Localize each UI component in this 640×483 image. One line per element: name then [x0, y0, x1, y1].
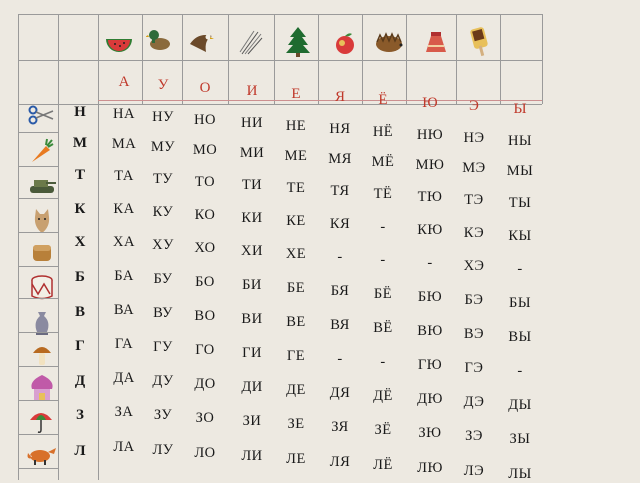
- grid-line-horizontal: [18, 468, 58, 469]
- cat-icon: [30, 207, 54, 235]
- syllable-cell: НЁ: [372, 124, 394, 140]
- grid-line-horizontal: [18, 366, 58, 367]
- vowel-header: А: [118, 74, 130, 90]
- syllable-cell: ВЮ: [417, 323, 443, 339]
- syllable-cell: КА: [113, 201, 135, 217]
- syllable-cell: ДЕ: [286, 382, 306, 398]
- syllable-cell: ЛЕ: [286, 451, 306, 467]
- syllable-cell: МЫ: [506, 163, 534, 179]
- syllable-cell: ГЭ: [464, 360, 484, 376]
- syllable-cell: ВЯ: [330, 317, 350, 333]
- syllable-cell: ЗЭ: [465, 428, 483, 444]
- consonant-header: Д: [74, 372, 86, 389]
- syllable-cell: КУ: [152, 204, 174, 220]
- syllable-cell: НЯ: [329, 121, 351, 137]
- carrot-icon: [28, 138, 54, 164]
- syllable-cell: ЛИ: [241, 448, 263, 464]
- syllable-cell: ЗЕ: [287, 416, 305, 432]
- syllable-cell: ТО: [194, 174, 216, 190]
- syllable-cell: ХЭ: [463, 258, 485, 274]
- syllable-cell: ЗЮ: [418, 425, 442, 441]
- grid-line-vertical: [542, 14, 543, 104]
- grid-line-horizontal: [18, 132, 58, 133]
- grid-line-horizontal: [18, 298, 58, 299]
- syllable-cell: МЯ: [328, 151, 352, 167]
- grid-line-horizontal: [18, 400, 58, 401]
- vowel-header: О: [199, 80, 211, 96]
- syllable-empty: -: [517, 363, 523, 379]
- syllable-cell: ЛЁ: [373, 457, 393, 473]
- syllable-cell: НЕ: [285, 118, 307, 134]
- syllable-cell: КЕ: [286, 213, 306, 229]
- grid-line-vertical: [318, 14, 319, 104]
- syllable-cell: ХИ: [241, 243, 263, 259]
- syllable-cell: ТУ: [152, 171, 174, 187]
- syllable-cell: БЫ: [509, 295, 531, 311]
- syllable-cell: ЗА: [114, 404, 134, 420]
- syllable-empty: -: [427, 255, 433, 271]
- syllable-cell: ТЭ: [464, 192, 484, 208]
- syllable-cell: НИ: [241, 115, 263, 131]
- grid-line-vertical: [500, 14, 501, 104]
- grid-line-horizontal: [18, 198, 58, 199]
- syllable-cell: БЮ: [417, 289, 443, 305]
- hedgehog-icon: [374, 32, 404, 54]
- scissors-icon: [28, 104, 54, 126]
- syllable-cell: ЛЯ: [329, 454, 351, 470]
- vowel-header: Ю: [422, 95, 438, 111]
- syllable-cell: БЯ: [330, 283, 350, 299]
- syllable-empty: -: [380, 252, 386, 268]
- syllable-cell: ТА: [114, 168, 134, 184]
- syllable-cell: ЛЫ: [508, 466, 532, 482]
- syllable-cell: ВА: [113, 302, 135, 318]
- mushroom-icon: [31, 343, 53, 367]
- syllable-cell: ГА: [114, 336, 134, 352]
- vowel-header: Э: [469, 98, 479, 114]
- fox-icon: [24, 440, 58, 466]
- vowel-header: У: [157, 77, 169, 93]
- syllable-empty: -: [380, 219, 386, 235]
- syllable-cell: МЭ: [462, 160, 486, 176]
- grid-line-vertical: [362, 14, 363, 104]
- syllable-cell: ВИ: [241, 311, 263, 327]
- grid-line-vertical: [406, 14, 407, 104]
- syllable-cell: ГЮ: [417, 357, 443, 373]
- syllable-cell: ЗО: [195, 410, 215, 426]
- syllable-cell: КЮ: [417, 222, 443, 238]
- syllable-cell: ДУ: [152, 373, 174, 389]
- consonant-header: В: [74, 303, 86, 320]
- syllable-cell: ЗУ: [153, 407, 173, 423]
- grid-line-vertical: [18, 14, 19, 480]
- syllable-cell: ЛА: [113, 439, 135, 455]
- grid-line-vertical: [182, 14, 183, 104]
- syllable-cell: ДЮ: [417, 391, 443, 407]
- syllable-cell: КЫ: [508, 228, 532, 244]
- consonant-header: Х: [74, 234, 86, 251]
- syllable-cell: ХА: [113, 234, 135, 250]
- syllable-cell: ХУ: [152, 237, 174, 253]
- needles-icon: [238, 30, 264, 56]
- duck-icon: [146, 26, 172, 52]
- syllable-cell: БО: [195, 274, 215, 290]
- syllable-cell: ТЁ: [373, 186, 393, 202]
- consonant-header: Л: [74, 443, 86, 459]
- syllable-cell: ВО: [194, 308, 216, 324]
- grid-line-horizontal: [18, 60, 542, 61]
- syllable-cell: НЭ: [463, 130, 485, 146]
- syllable-cell: МИ: [239, 145, 265, 161]
- grid-line-horizontal: [18, 332, 58, 333]
- syllable-cell: МА: [111, 136, 137, 152]
- syllable-cell: ГИ: [242, 345, 262, 361]
- syllable-cell: ЛЭ: [463, 463, 485, 479]
- grid-line-horizontal: [18, 104, 542, 105]
- syllable-cell: ТЫ: [508, 195, 532, 211]
- syllable-cell: ХО: [194, 240, 216, 256]
- syllable-cell: ТЮ: [417, 189, 443, 205]
- vowel-header: Е: [291, 86, 301, 102]
- syllable-cell: КО: [194, 207, 216, 223]
- syllable-cell: ЗИ: [242, 413, 262, 429]
- syllable-cell: ЛУ: [152, 442, 174, 458]
- syllable-cell: ДЁ: [373, 388, 393, 404]
- eagle-icon: [188, 30, 214, 56]
- syllable-cell: БУ: [153, 271, 173, 287]
- syllable-cell: МУ: [150, 139, 176, 155]
- syllable-cell: ЗЁ: [374, 422, 392, 438]
- consonant-header: З: [76, 407, 84, 424]
- syllable-cell: ГО: [195, 342, 215, 358]
- syllable-cell: ДИ: [241, 379, 263, 395]
- syllable-cell: БА: [114, 268, 134, 284]
- watermelon-icon: [104, 33, 134, 55]
- syllable-cell: ЛО: [194, 445, 216, 461]
- syllable-cell: БЁ: [373, 286, 393, 302]
- grid-line-horizontal: [18, 434, 58, 435]
- consonant-header: Б: [75, 269, 85, 285]
- syllable-cell: НА: [113, 106, 135, 122]
- syllable-cell: ВЫ: [508, 329, 532, 345]
- syllable-cell: НЮ: [416, 127, 444, 143]
- syllable-cell: ВЕ: [286, 314, 306, 330]
- syllable-cell: МЮ: [415, 157, 445, 173]
- syllable-empty: -: [380, 354, 386, 370]
- grid-line-vertical: [456, 14, 457, 104]
- syllable-cell: ХЕ: [285, 246, 307, 262]
- syllable-cell: НО: [194, 112, 216, 128]
- vowel-header: Ы: [513, 101, 527, 117]
- syllable-cell: БЭ: [464, 292, 484, 308]
- syllable-cell: ДА: [113, 370, 135, 386]
- consonant-header: М: [72, 134, 88, 151]
- syllable-cell: ДО: [194, 376, 216, 392]
- syllable-cell: ДЫ: [508, 397, 532, 413]
- syllable-empty: -: [517, 261, 523, 277]
- grid-line-vertical: [58, 14, 59, 480]
- syllable-cell: МЁ: [371, 154, 395, 170]
- umbrella-icon: [28, 408, 54, 434]
- vowel-header: Я: [334, 89, 346, 105]
- grid-line-horizontal: [18, 232, 58, 233]
- bread-icon: [30, 240, 54, 264]
- syllable-cell: ЗЫ: [509, 431, 531, 447]
- syllable-cell: ТЯ: [330, 183, 350, 199]
- consonant-header: Н: [74, 104, 86, 120]
- syllable-cell: ЗЯ: [331, 419, 349, 435]
- syllable-cell: МЕ: [284, 148, 308, 164]
- syllable-cell: БЕ: [286, 280, 306, 296]
- grid-line-vertical: [142, 14, 143, 104]
- syllable-cell: ДЭ: [463, 394, 485, 410]
- syllable-cell: КЯ: [329, 216, 351, 232]
- syllable-empty: -: [337, 249, 343, 265]
- consonant-header: К: [74, 200, 86, 217]
- skirt-icon: [425, 30, 447, 56]
- syllable-cell: НУ: [152, 109, 174, 125]
- syllable-cell: ТИ: [241, 177, 263, 193]
- grid-line-vertical: [274, 14, 275, 104]
- fir-tree-icon: [285, 26, 311, 58]
- syllable-cell: ВЭ: [463, 326, 485, 342]
- syllable-cell: ГЕ: [286, 348, 306, 364]
- grid-line-horizontal: [18, 266, 58, 267]
- syllable-cell: ВУ: [153, 305, 173, 321]
- tank-icon: [28, 174, 56, 196]
- syllable-cell: БИ: [242, 277, 262, 293]
- syllable-cell: ДЯ: [329, 385, 351, 401]
- syllable-cell: ЛЮ: [417, 460, 443, 476]
- consonant-header: Г: [75, 338, 85, 355]
- grid-line-vertical: [228, 14, 229, 104]
- syllable-cell: КЭ: [463, 225, 485, 241]
- syllable-cell: ТЕ: [286, 180, 306, 196]
- grid-line-horizontal: [18, 166, 58, 167]
- eskimo-icecream-icon: [468, 26, 494, 58]
- grid-line-horizontal: [18, 14, 542, 15]
- syllable-cell: КИ: [241, 210, 263, 226]
- syllable-cell: ВЁ: [373, 320, 393, 336]
- syllable-cell: НЫ: [507, 133, 533, 149]
- consonant-header: Т: [74, 167, 86, 184]
- syllable-empty: -: [337, 351, 343, 367]
- grid-line-vertical: [98, 14, 99, 480]
- vowel-header: Ё: [378, 92, 388, 108]
- vowel-header: И: [246, 83, 258, 99]
- syllable-cell: МО: [192, 142, 218, 158]
- syllable-cell: ГУ: [153, 339, 173, 355]
- house-icon: [28, 373, 56, 403]
- apple-icon: [333, 31, 357, 55]
